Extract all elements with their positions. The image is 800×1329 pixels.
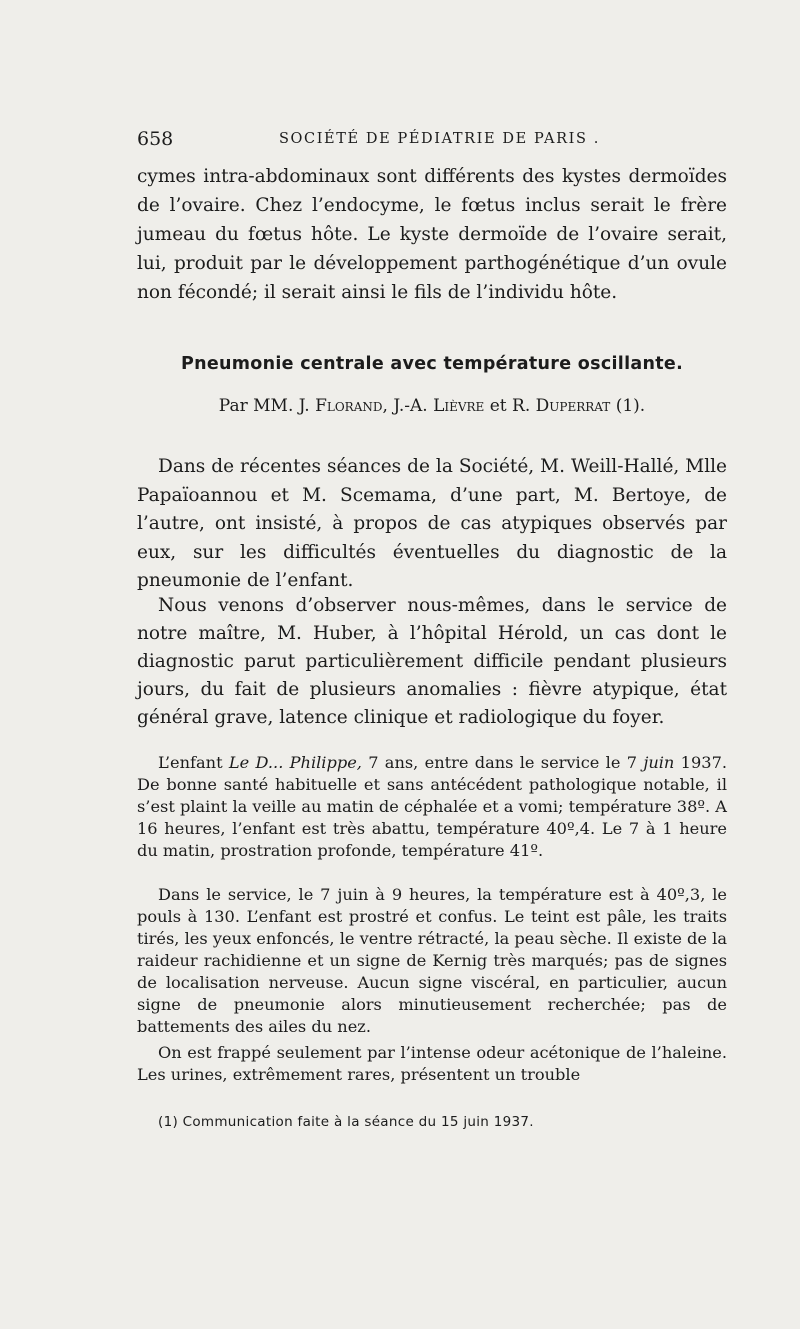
intro-paragraph: Dans de récentes séances de la Société, M. Weill-Hallé, Mlle Papaïoannou et M. Scemama, d’une part, M. Bertoye, de l’autre, ont insisté, à propos de cas atypiques observés par eux, sur les difficultés éventuelles du diagnostic de la pneumonie de l’enfant. — [137, 456, 727, 591]
running-head — [137, 128, 737, 154]
case-history-paragraph — [137, 752, 727, 862]
continuation-paragraph: cymes intra-abdominaux sont différents des kystes dermoïdes de l’ovaire. Chez l’endocyme, le fœtus inclus serait le frère jumeau du fœtus hôte. Le kyste dermoïde de l’ovaire serait, lui, produit par le développement parthogénétique d’un ovule non fécondé; il serait ainsi le fils de l’individu hôte. — [137, 166, 727, 303]
authors-separator-1: , J.-A. — [382, 396, 428, 416]
author-florand: Florand — [315, 396, 383, 416]
author-lievre: Lièvre — [433, 396, 485, 416]
case-history-text: 1937. De bonne santé habituelle et sans antécédent pathologique notable, il s’est plaint la veille au matin de céphalée et a vomi; température 38º. A 16 heures, l’enfant est très abattu, température 40º,4. Le 7 à 1 heure du matin, prostration profonde, température 41º. — [137, 753, 728, 860]
patient-name: Le D... Philippe, — [228, 753, 362, 772]
journal-title: SOCIÉTÉ DE PÉDIATRIE DE PARIS . — [279, 131, 600, 147]
article-authors — [137, 396, 727, 416]
admission-month: juin — [643, 753, 675, 772]
acetone-paragraph: On est frappé seulement par l’intense odeur acétonique de l’haleine. Les urines, extrêmement rares, présentent un trouble — [137, 1043, 727, 1084]
footnote: (1) Communication faite à la séance du 15 juin 1937. — [158, 1114, 534, 1130]
authors-separator-2: et R. — [489, 396, 531, 416]
authors-prefix: Par MM. J. — [218, 396, 310, 416]
observation-paragraph: Nous venons d’observer nous-mêmes, dans le service de notre maître, M. Huber, à l’hôpital Hérold, un cas dont le diagnostic parut particulièrement difficile pendant plusieurs jours, du fait de plusieurs anomalies : fièvre atypique, état général grave, latence clinique et radiologique du foyer. — [137, 595, 727, 728]
author-duperrat: Duperrat — [535, 396, 611, 416]
examination-paragraph: Dans le service, le 7 juin à 9 heures, la température est à 40º,3, le pouls à 130. L’enfant est prostré et confus. Le teint est pâle, les traits tirés, les yeux enfoncés, le ventre rétracté, la peau sèche. Il existe de la raideur rachidienne et un signe de Kernig très marqués; pas de signes de localisation nerveuse. Aucun signe viscéral, en particulier, aucun signe de pneumonie alors minutieusement recherchée; pas de battements des ailes du nez. — [137, 885, 727, 1036]
footnote-reference: (1). — [615, 396, 646, 416]
article-title: Pneumonie centrale avec température oscillante. — [180, 354, 684, 374]
case-lead: L’enfant — [158, 753, 223, 772]
page-number: 658 — [137, 128, 174, 150]
case-admission: 7 ans, entre dans le service le 7 — [368, 753, 638, 772]
